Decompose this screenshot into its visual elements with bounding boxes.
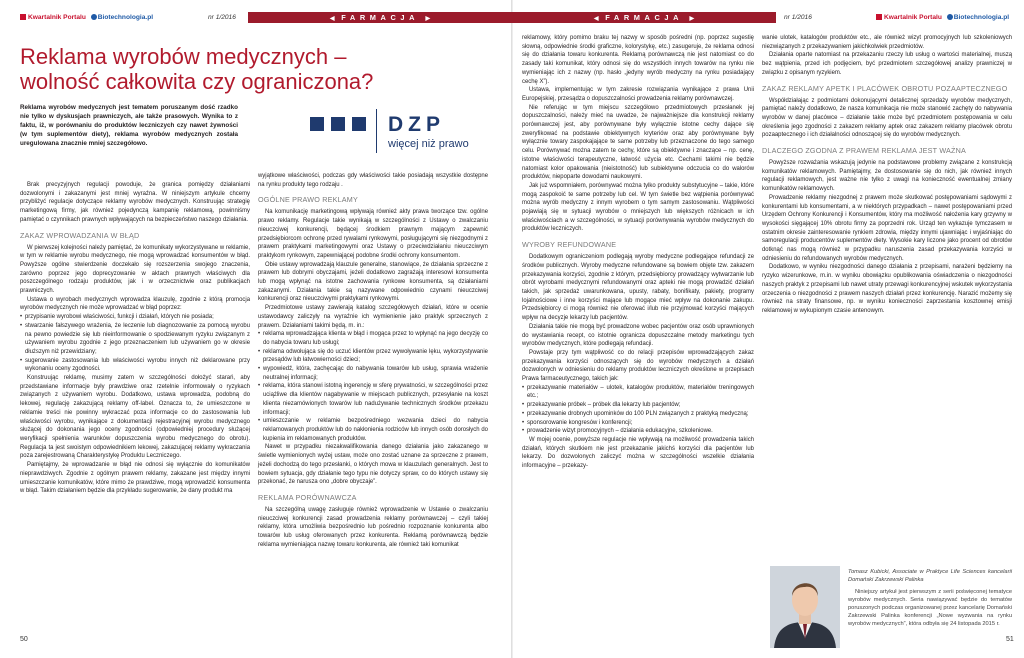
page-number-left: 50 [20,636,28,643]
paragraph: Nawet w przypadku niezakwalifikowania danego działania jako zakazanego w świetle wymienionych wyżej ustaw, może ono zostać uznane za sprzeczne z prawem, jeżeli dochodzą do tego przesłanki, o których mowa w klauzulach generalnych. Jest to bowiem sytuacja, gdy działanie tego typu nie dotyczy spraw, co do których ustawy się przekonać, że narusza ono „dobre obyczaje”. [258,444,488,486]
arrow-left-icon: ◀ [593,16,599,22]
logo-divider [376,109,377,153]
brand-circle-icon [91,14,97,20]
list-item: • reklama odwołująca się do uczuć klientów przez wywoływanie lęku, wykorzystywanie przesądów lub łatwowierności dzieci; [258,348,488,365]
brand-portal: Biotechnologia.pl [97,14,154,21]
list-item: • wypowiedź, która, zachęcając do nabywania towarów lub usług, sprawia wrażenie neutralnej informacji; [258,365,488,382]
paragraph: Działania takie nie mogą być prowadzone wobec pacjentów oraz osób uprawnionych do wystawiania recept, co istotnie ogranicza dopuszczalne metody marketingu tych wyrobów medycznych, które podlegają refundacji. [522,323,754,348]
article-title [20,44,400,94]
author-name: Tomasz Kubicki, Associate w Praktyce Life Sciences kancelarii Domański Zakrzewski Palinka [848,569,1012,583]
header-issue: nr 1/2016 [208,14,236,21]
paragraph: wyjątkowe właściwości, podczas gdy właściwości takie posiadają wszystkie dostępne na rynku produkty tego rodzaju . [258,173,488,188]
paragraph: Brak precyzyjnych regulacji powoduje, że granica pomiędzy działaniami dozwolonymi i zakazanymi jest mniej wyraźna. W niniejszym artykule chcemy przybliżyć regulacje dotyczące reklamy wyrobów medycznych. Konstruując strategię marketingową firmy, jak również pojedynczą kampanię reklamową, powinniśmy pamiętać o czynnikach prawnych wpływających na bezpieczeństwo naszego działania. [20,182,250,223]
list-item: • prowadzenie wizyt promocyjnych – działania edukacyjne, szkoleniowe. [522,427,754,436]
logo-square-3 [352,117,366,131]
article-lead: Reklama wyrobów medycznych jest tematem poruszanym dość rzadko nie tylko w dyskusjach prawniczych, ale także prasowych. Wynika to z faktu, iż, w porównaniu do produktów leczniczych czy nawet żywności (w tym suplementów diety), reklama wyrobów medycznych została uregulowana znacznie mniej szczegółowo. [20,104,238,147]
section-label: FARMACJA [605,13,683,22]
header-brand [20,13,153,23]
paragraph: Nie referując w tym miejscu szczegółowo przedmiotowych przesłanek jej dopuszczalności, należy mieć na uwadze, że najważniejsze dla konstrukcji reklamy porównawczej jest, aby porównywane były wyłącznie istotne cechy dające się zweryfikować na podstawie obiektywnych kryteriów oraz aby porównywane były wyłącznie towary zaspokajające te same potrzeby lub przeznaczone do tego samego celu. Porównywać można zatem te cechy, które są obiektywne i znaczące – np. cenę, istotne właściwości terapeutyczne, łatwość użycia etc. Cechami takimi nie będzie natomiast kolor opakowania (nieistotność) lub subiektywne odczucia co do walorów produktów, niepoparte dowodami naukowymi. [522,104,754,181]
list-item: • sugerowanie zastosowania lub właściwości wyrobu innych niż deklarowane przy wykonaniu oceny zgodności. [20,357,250,374]
paragraph: W pierwszej kolejności należy pamiętać, że komunikaty wykorzystywane w reklamie, w tym w reklamie wyrobu medycznego, nie mogą wprowadzać konsumentów w błąd. Powyższe ogólne stwierdzenie doczekało się rozszerzenia swojego znaczenia, zarówno poprzez jego doprecyzowanie w aktach prawnych właściwych dla poszczególnego rodzaju produktów, jak i w orzecznictwie oraz publikacjach prawniczych. [20,244,250,295]
list-item: • reklama wprowadzająca klienta w błąd i mogąca przez to wpłynąć na jego decyzję co do nabycia towaru lub usługi; [258,330,488,347]
paragraph: Konstruując reklamę, musimy zatem w szczególności dołożyć starań, aby przedstawiane informacje były prawdziwe oraz rzetelnie informowały o ryzykach związanych z używaniem wyrobu. Dodatkowo, ustawa wprowadza, podobną do lekowej, regulację zakazującą reklamy off-label. Oznacza to, że umieszczone w reklamie treści nie powinny wykraczać poza informacje co do zastosowania lub właściwości wyrobu, wynikające z dokumentacji rejestracyjnej wyrobu medycznego służącej do dokonania jego oceny zgodności (odpowiedniej procedury służącej weryfikacji spełnienia warunków dopuszczenia wyrobu medycznego do obrotu). Regulacja ta jest swoistym odpowiednikiem lekowej, zakazującej reklamy wykraczania poza zarejestrowaną Charakterystykę Produktu Leczniczego. [20,375,250,460]
list-item: • reklama, która stanowi istotną ingerencję w sferę prywatności, w szczególności przez uciążliwe dla klientów nagabywanie w miejscach publicznych, przesyłanie na koszt klienta niezamówionych towarów lub nadużywanie technicznych środków przekazu informacji; [258,382,488,417]
paragraph: Przedmiotowe ustawy zawierają katalog szczegółowych działań, które w ocenie ustawodawcy zaliczyły na wyraźnie ich wymienienie jako praktyk sprzecznych z prawem. Działaniami takimi będą, m. in.: [258,305,488,329]
section-heading: ZAKAZ REKLAMY APETK I PLACÓWEK OBROTU POZAAPTECZNEGO [762,83,1008,93]
paragraph: Na szczególną uwagę zasługuje również wprowadzenie w Ustawie o zwalczaniu nieuczciwej konkurencji zasad prowadzenia reklamy porównawczej – czyli takiej reklamy, która umożliwia bezpośrednio lub pośrednio rozpoznanie konkurenta albo towarów lub usług oferowanych przez konkurenta. Reklamą porównawczą będzie reklama wymieniająca nazwę towaru konkurenta, ale również taki komunikat [258,506,488,548]
list-item: • przypisanie wyrobowi właściwości, funkcji i działań, których nie posiada; [20,313,250,322]
list-item: • stwarzanie fałszywego wrażenia, że leczenie lub diagnozowanie za pomocą wyrobu na pewno powiedzie się lub nieinformowanie o spodziewanym ryzyku związanym z używaniem wyrobu zgodnie z jego przeznaczeniem lub używaniem go w okresie dłuższym niż przewidziany; [20,322,250,357]
column-3 [522,34,754,471]
logo-square-2 [331,117,345,131]
author-photo [770,566,840,648]
paragraph: Prowadzenie reklamy niezgodnej z prawem może skutkować postępowaniami sądowymi z konkurentami lub konsumentami, a w niektórych przypadkach – nawet postępowaniami przed Urzędem Ochrony Konkurencji i Konsumentów, który ma możliwość nałożenia kary grzywny w wysokości sięgającej 10% obrotu firmy za poprzedni rok. Urząd ten wykazuje tymczasem w ostatnim okresie zainteresowanie rynkiem zdrowia, między innymi ujawniając i wyjaśniając do samoregulacji producentów suplementów diety. Wysokie kary liczone jako procent od obrotów dotknąć nas mogą również w przypadku naruszenia zasad przekazywania korzyści w odniesieniu do refundowanych wyrobów medycznych. [762,194,1012,262]
brand-square-icon [876,14,882,20]
section-bar [512,12,776,23]
paragraph: Jak już wspomniałem, porównywać można tylko produkty substytucyjne – takie, które mogą zaspokoić te same potrzeby lub cel. W tym świetle bez wątpienia porównywać można wyrób medyczny z innym wyrobem o tym samym zastosowaniu. Wątpliwości pojawiają się w sytuacji wyrobów o mniejszych lub większych różnicach w ich właściwościach a w szczególności, w sytuacji porównywania wyrobów medycznych do produktów leczniczych. [522,182,754,233]
paragraph: reklamowy, który pomimo braku tej nazwy w sposób pośredni (np. poprzez sugestię słowną, odpowiednie środki graficzne, kolorystykę, etc.) zasugeruje, że reklama odnosi się do działania towaru konkurenta. Reklamą porównawczą nie jest natomiast co do zasady taki komunikat, który odnosi się do wszystkich innych towarów na rynku nie wymieniając ich z nazwy (np. hasło „jedyny wyrób medyczny na rynku posiadający cechę X”). [522,35,754,85]
logo-tagline: więcej niż prawo [388,138,469,150]
brand-square-icon [20,14,26,20]
paragraph: Ustawa o wyrobach medycznych wprowadza klauzulę, zgodnie z którą promocja wyrobów medycznych nie może wprowadzać w błąd poprzez: [20,296,250,312]
bullet-list [20,313,250,374]
section-heading: WYROBY REFUNDOWANE [522,240,617,250]
title-line-1: Reklama wyrobów medycznych – [20,44,347,69]
arrow-right-icon: ▶ [425,16,431,22]
paragraph: Obie ustawy wprowadzają klauzule generalne, stanowiące, że działania sprzeczne z prawem lub dobrymi obyczajami, jeżeli dodatkowo zagrażają interesowi konsumenta lub mogą wpłynąć na istotne zachowania rynkowe konsumenta, są działaniami zakazanymi. Działania takie są nazywane odpowiednio czynami nieuczciwej konkurencji oraz nieuczciwymi praktykami rynkowymi. [258,261,488,303]
author-caption [848,568,1012,628]
brand-circle-icon [947,14,953,20]
paragraph: Powstaje przy tym wątpliwość co do relacji przepisów wprowadzających zakaz przekazywania korzyści odnoszących się do wyrobów medycznych a działań dozwolonych w odniesieniu do reklamy produktów leczniczych określone w przepisach Prawa farmaceutycznego, takich jak: [522,349,754,383]
list-item: • przekazywanie drobnych upominków do 100 PLN związanych z praktyką medyczną; [522,410,754,419]
column-2 [258,172,488,549]
paragraph: Na komunikację marketingową wpływają również akty prawa tworzące tzw. ogólne prawo reklamy. Regulacje takie wynikają w szczególności z Ustawy o zwalczaniu nieuczciwej konkurencji, będącej środkiem prawnym mającym zapewnić przedsiębiorcom ochronę przed rywalami rynkowymi, posługującymi się niezgodnymi z prawem praktykami marketingowymi oraz Ustawy o przeciwdziałaniu nieuczciwym praktykom rynkowym, zapewniającej podobne środki ochrony konsumentom. [258,209,488,259]
paragraph: wanie ulotek, katalogów produktów etc., ale również wizyt promocyjnych lub szkoleniowych niezwiązanych z przekazywaniem jakichkolwiek przedmiotów. [762,35,1012,50]
paragraph: Ustawa, implementując w tym zakresie rozwiązania wynikające z prawa Unii Europejskiej, przesądza o dopuszczalności prowadzenia reklamy porównawczej. [522,87,754,102]
paragraph: Działania oparte natomiast na przekazaniu rzeczy lub usług o wartości materialnej, muszą bez wątpienia, przed ich podjęciem, być przedmiotem szczegółowej analizy prawniczej w związku z opisanym ryzykiem. [762,52,1012,76]
paragraph: Powyższe rozważania wskazują jedynie na podstawowe problemy związane z konstrukcją komunikatów reklamowych. Pamiętajmy, że dostosowanie się do nich, jak również innych regulacji reklamowych, jest ważne nie tylko z uwagi na konieczność ewentualnej zmiany komunikatów reklamowych. [762,160,1012,193]
column-4 [762,34,1012,316]
section-heading: DLACZEGO ZGODNA Z PRAWEM REKLAMA JEST WAŻNA [762,146,967,156]
arrow-right-icon: ▶ [689,16,695,22]
section-heading: OGÓLNE PRAWO REKLAMY [258,195,358,205]
title-line-2: wolność całkowita czy ograniczona? [20,69,374,94]
brand-portal: Biotechnologia.pl [953,14,1010,21]
brand-name: Kwartalnik Portalu [884,14,942,21]
bullet-list [258,330,488,443]
page-number-right: 51 [1006,636,1014,643]
author-bio: Niniejszy artykuł jest pierwszym z serii poświęconej tematyce wyrobów medycznych. Seria nawiązywać będzie do tematów poruszonych podczas organizowanej przez kancelarię Domański Zakrzewski Palinka konferencji „Nowe wyzwania na rynku wyrobów medycznych”, która odbyła się 24 listopada 2015 r. [848,589,1012,627]
paragraph: Pamiętajmy, że wprowadzanie w błąd nie odnosi się wyłącznie do komunikatów nieprawdziwych. Zgodnie z ogólnym prawem reklamy, zakazane jest między innymi umieszczanie komunikatów, które mimo że prawdziwe, mogą wprowadzić konsumenta w błąd. Takim działaniem będzie dla przykładu sugerowanie, że dany produkt ma [20,462,250,495]
logo-text: DZP [388,113,445,136]
list-item: • umieszczanie w reklamie bezpośredniego wezwania dzieci do nabycia reklamowanych produktów lub do nakłonienia rodziców lub innych osób dorosłych do kupienia im reklamowanych produktów. [258,417,488,443]
list-item: • sponsorowanie kongresów i konferencji; [522,419,754,428]
dzp-logo [310,109,500,153]
paragraph: W mojej ocenie, powyższe regulacje nie wpływają na możliwość prowadzenia takich działań, których skutkiem nie jest przekazanie jakichś korzyści dla pacjentów lub lekarzy. Do dozwolonych zaliczyć można w szczególności wszelkie działania informacyjne – przekazy- [522,436,754,470]
list-item: • przekazywanie próbek – próbek dla lekarzy lub pacjentów; [522,401,754,410]
arrow-left-icon: ◀ [329,16,335,22]
section-heading: REKLAMA PORÓWNAWCZA [258,492,357,502]
column-1 [20,181,250,496]
paragraph: Współdziałając z podmiotami dokonującymi detalicznej sprzedaży wyrobów medycznych, pamiętać należy dodatkowo, że nasza komunikacja nie może stanowić zachęty do nabywania wyrobów w danej placówce – działanie takie może być przedmiotem postępowania w celu określenia jego zgodności z zakazem reklamy aptek oraz zakazem reklamy placówek obrotu pozaaptecznego i ich działalności odnoszącej się do wyrobów medycznych. [762,97,1012,139]
section-heading: ZAKAZ WPROWADZANIA W BŁĄD [20,230,140,240]
header-issue: nr 1/2016 [784,14,812,21]
logo-square-1 [310,117,324,131]
page-right [512,0,1024,658]
section-bar [248,12,512,23]
paragraph: Dodatkowym ograniczeniom podlegają wyroby medyczne podlegające refundacji ze środków publicznych. Wyroby medyczne refundowane są bowiem objęte tzw. zakazem przekazywania korzyści, zgodnie z którym, przedsiębiorcy prowadzący wytwarzanie lub obrót wyrobami medycznymi refundowanymi oraz apteki nie mogą prowadzić działań takich, jak sprzedaż uwarunkowana, upusty, rabaty, bonifikaty, pakiety, programy lojalnościowe i inne korzyści mające lub mogące mieć wpływ na dokonanie zakupu. Przedsiębiorcy ci mogą również nie oferować i/lub nie przyjmować korzyści mających wpływ na decyzje lekarzy lub pacjentów. [522,254,754,322]
paragraph: Dodatkowo, w wyniku niezgodności danego działania z przepisami, narażeni będziemy na ryzyko wizerunkowe, m.in. w wyniku obowiązku opublikowania oświadczenia o niezgodności naszych praktyk z przepisami lub nawet utraty przewagi konkurencyjnej wskutek wykorzystania orzeczenia o niezgodności z prawem naszych działań przez konkurencję. Narazić możemy się również na straty finansowe, np. w wyniku konieczności zaprzestania kosztownej emisji reklamowej w wykupionym czasie antenowym. [762,264,1012,314]
header-brand [876,13,1009,23]
section-label: FARMACJA [341,13,419,22]
list-item: • przekazywanie materiałów – ulotek, katalogów produktów, materiałów treningowych etc.; [522,384,754,401]
bullet-list [522,384,754,436]
brand-name: Kwartalnik Portalu [28,14,86,21]
